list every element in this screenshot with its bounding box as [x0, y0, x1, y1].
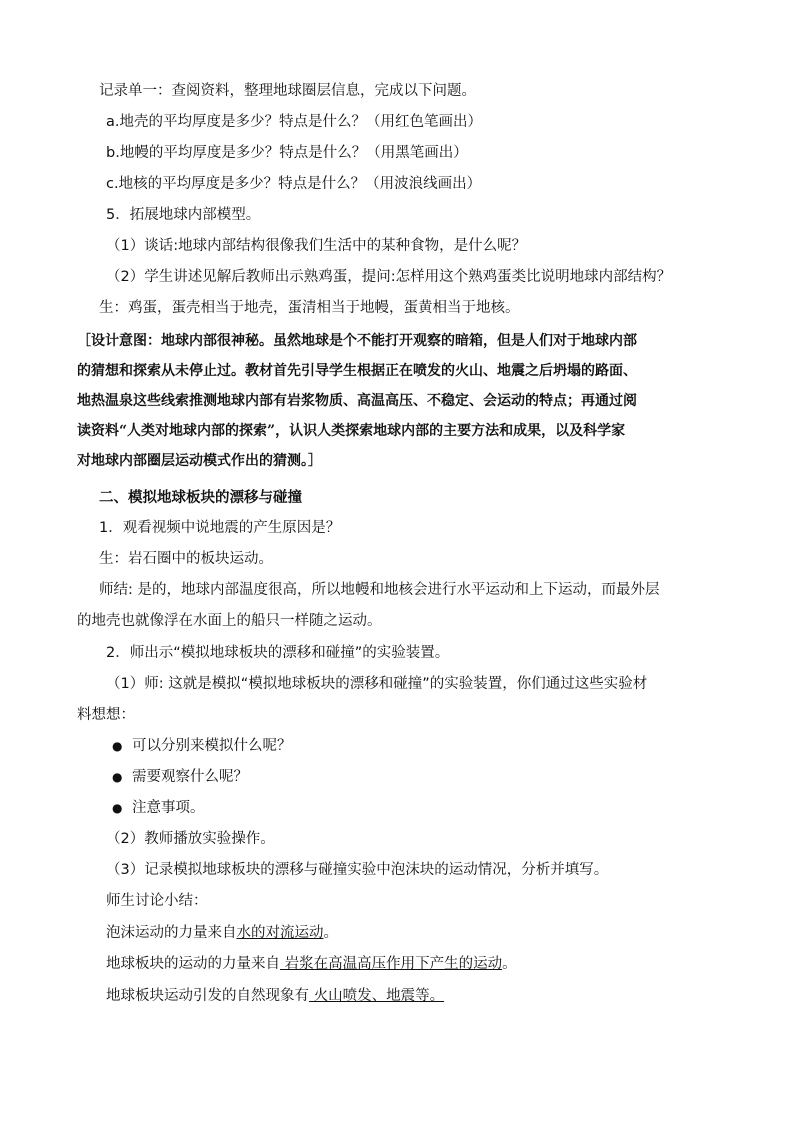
bullet-item: 需要观察什么呢？: [132, 769, 248, 785]
fill-prefix: 泡沫运动的力量来自: [106, 925, 237, 941]
bullet-dot-icon: ●: [112, 739, 123, 753]
fill-line-2: [106, 954, 517, 974]
record-intro: 记录单一：查阅资料，整理地球圈层信息，完成以下问题。: [99, 83, 476, 99]
question-b: b.地幔的平均厚度是多少？特点是什么？（用黑笔画出）: [106, 145, 468, 161]
design-line: 读资料“人类对地球内部的探索”，认识人类探索地球内部的主要方法和成果，以及科学家: [77, 423, 626, 439]
teacher-summary-line2: 的地壳也就像浮在水面上的船只一样随之运动。: [77, 613, 382, 629]
fill-suffix: 。: [502, 956, 517, 972]
bullet-item: 可以分别来模拟什么呢？: [132, 738, 292, 754]
bullet-item: 注意事项。: [132, 800, 205, 816]
fill-prefix: 地球板块运动引发的自然现象有: [106, 988, 309, 1004]
design-line: ［设计意图：地球内部很神秘。虽然地球是个不能打开观察的暗箱，但是人们对于地球内部: [77, 333, 637, 349]
answer-1: 生：岩石圈中的板块运动。: [99, 551, 273, 567]
fill-answer: 岩浆在高温高压作用下产生的运动: [280, 956, 503, 972]
question-2: 2．师出示“模拟地球板块的漂移和碰撞”的实验装置。: [106, 645, 450, 661]
section-heading: 二、模拟地球板块的漂移与碰撞: [99, 490, 302, 506]
sub-step1-line2: 料想想：: [77, 707, 135, 723]
question-c: c.地核的平均厚度是多少？特点是什么？（用波浪线画出）: [106, 176, 482, 192]
fill-line-3: [106, 986, 444, 1006]
summary-title: 师生讨论小结：: [106, 893, 208, 909]
step5-talk: （1）谈话:地球内部结构很像我们生活中的某种食物，是什么呢？: [106, 238, 527, 254]
step5-egg: （2）学生讲述见解后教师出示熟鸡蛋，提问:怎样用这个熟鸡蛋类比说明地球内部结构？: [106, 269, 672, 285]
design-line: 的猜想和探索从未停止过。教材首先引导学生根据正在喷发的火山、地震之后坍塌的路面、: [77, 363, 637, 379]
sub-step2: （2）教师播放实验操作。: [106, 831, 275, 847]
sub-step1-line1: （1）师: 这就是模拟“模拟地球板块的漂移和碰撞”的实验装置，你们通过这些实验材: [106, 676, 648, 692]
step5-answer: 生：鸡蛋，蛋壳相当于地壳，蛋清相当于地幔，蛋黄相当于地核。: [99, 300, 520, 316]
bullet-dot-icon: ●: [112, 801, 123, 815]
fill-line-1: [106, 923, 338, 943]
teacher-summary-line1: 师结: 是的，地球内部温度很高，所以地幔和地核会进行水平运动和上下运动，而最外层: [99, 582, 660, 598]
sub-step3: （3）记录模拟地球板块的漂移与碰撞实验中泡沫块的运动情况，分析并填写。: [106, 862, 609, 878]
fill-suffix: 。: [323, 925, 338, 941]
bullet-dot-icon: ●: [112, 770, 123, 784]
design-intent: [77, 326, 737, 476]
question-a: a.地壳的平均厚度是多少？特点是什么？（用红色笔画出）: [106, 114, 482, 130]
step5-title: 5．拓展地球内部模型。: [106, 207, 261, 223]
fill-answer: 火山喷发、地震等。: [309, 988, 445, 1004]
fill-prefix: 地球板块的运动的力量来自: [106, 956, 280, 972]
design-line: 地热温泉这些线索推测地球内部有岩浆物质、高温高压、不稳定、会运动的特点；再通过阅: [77, 393, 637, 409]
fill-answer: 水的对流运动: [236, 925, 324, 941]
question-1: 1．观看视频中说地震的产生原因是？: [99, 520, 341, 536]
design-line: 对地球内部圈层运动模式作出的猜测。］: [77, 453, 322, 469]
